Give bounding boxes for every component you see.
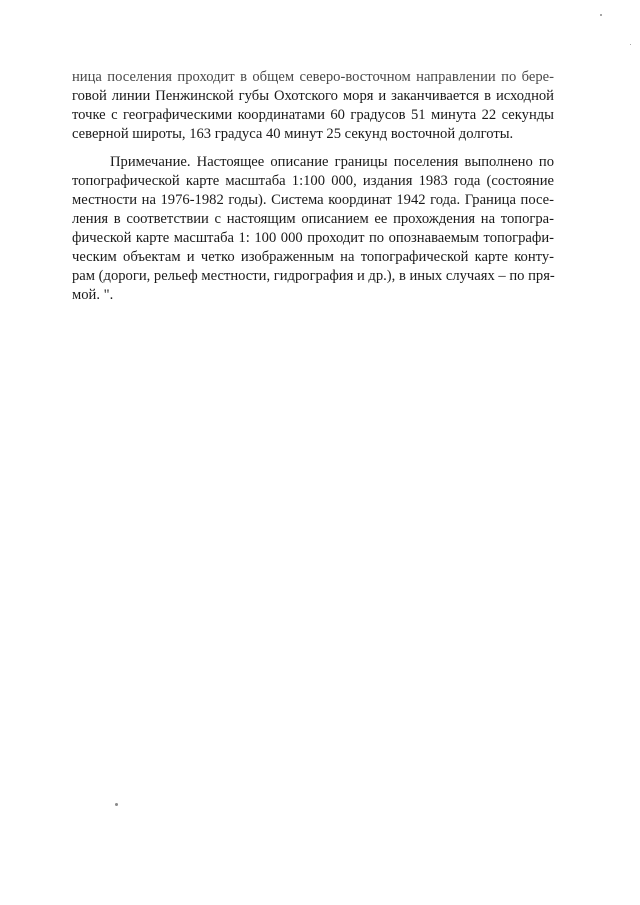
paragraph-line: говой линии Пенжинской губы Охотского моря и заканчивается в исходной <box>72 88 554 104</box>
paragraph-line: местности на 1976-1982 годы). Система координат 1942 года. Граница посе- <box>72 192 554 208</box>
paragraph-line: ческим объектам и четко изображенным на топографической карте конту- <box>72 249 554 265</box>
paragraph-line: фической карте масштаба 1: 100 000 проходит по опознаваемым топографи- <box>72 230 554 246</box>
paragraph-boundary-description <box>72 68 554 144</box>
paragraph-line: мой. ". <box>72 287 114 303</box>
paragraph-line: рам (дороги, рельеф местности, гидрография и др.), в иных случаях – по пря- <box>72 268 555 284</box>
paragraph-line: северной широты, 163 градуса 40 минут 25 секунд восточной долготы. <box>72 126 514 142</box>
scan-speck <box>115 803 118 806</box>
paragraph-line: ления в соответствии с настоящим описанием ее прохождения на топогра- <box>72 211 554 227</box>
scan-speck <box>630 44 631 45</box>
paragraph-note <box>72 153 554 305</box>
paragraph-line: топографической карте масштаба 1:100 000, издания 1983 года (состояние <box>72 173 554 189</box>
paragraph-line: точке с географическими координатами 60 градусов 51 минута 22 секунды <box>72 107 554 123</box>
paragraph-line: ница поселения проходит в общем северо-восточном направлении по бере- <box>72 69 554 85</box>
paragraph-line: Примечание. Настоящее описание границы поселения выполнено по <box>110 154 554 170</box>
scan-speck <box>600 14 602 16</box>
